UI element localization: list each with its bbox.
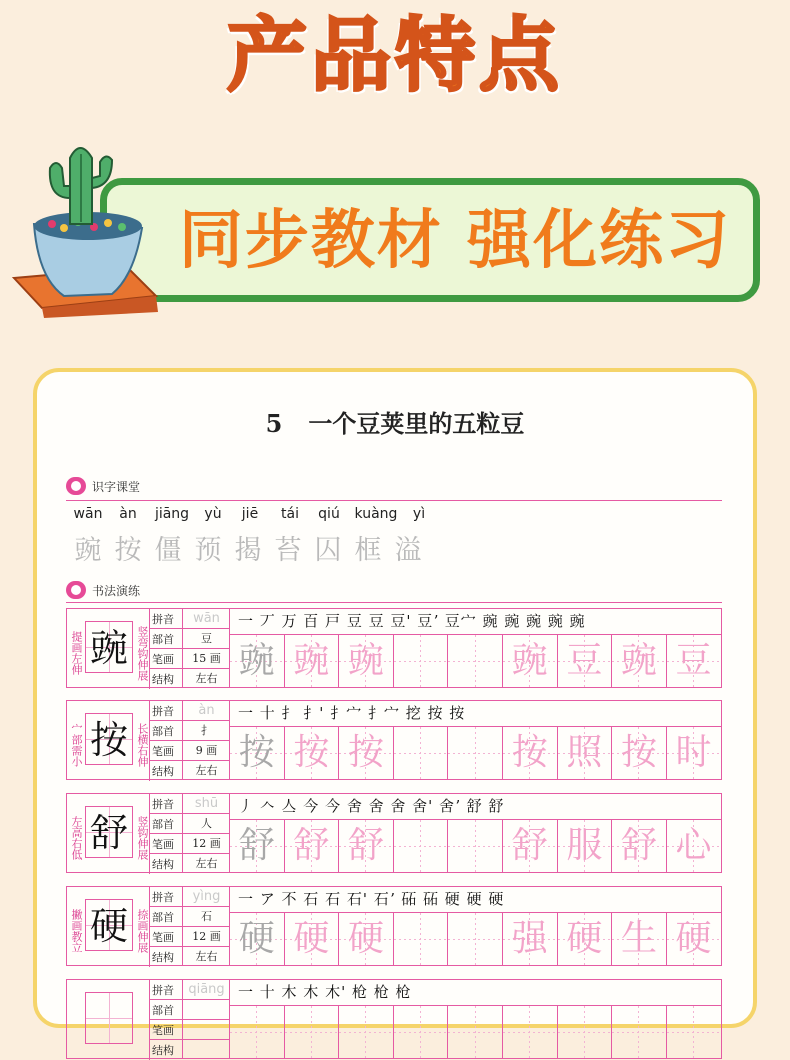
practice-cell[interactable]: 舒 bbox=[229, 820, 284, 872]
structure-label: 结构 bbox=[152, 764, 174, 778]
character-info bbox=[149, 794, 230, 874]
practice-cell[interactable] bbox=[393, 635, 448, 687]
character-info bbox=[149, 980, 230, 1060]
practice-cell[interactable] bbox=[447, 820, 502, 872]
structure-value: 左右 bbox=[182, 854, 230, 873]
practice-cell[interactable]: 豌 bbox=[338, 635, 393, 687]
left-writing-tip: 左高右低 bbox=[70, 816, 83, 860]
stroke-count-label: 笔画 bbox=[152, 1023, 174, 1037]
character-info bbox=[149, 701, 230, 781]
practice-cell[interactable] bbox=[447, 1006, 502, 1058]
structure-value bbox=[182, 1040, 230, 1059]
practice-cell[interactable] bbox=[502, 1006, 557, 1058]
pinyin-label: 拼音 bbox=[152, 890, 174, 904]
practice-cell[interactable]: 按 bbox=[611, 727, 666, 779]
practice-cell[interactable]: 时 bbox=[666, 727, 721, 779]
pinyin-label: 拼音 bbox=[152, 612, 174, 626]
practice-cell[interactable]: 服 bbox=[557, 820, 612, 872]
right-writing-tip: 捺画伸展 bbox=[136, 909, 149, 953]
pinyin-label: 拼音 bbox=[152, 983, 174, 997]
page-headline: 产品特点 bbox=[227, 9, 563, 102]
structure-label: 结构 bbox=[152, 950, 174, 964]
stroke-order: 一 十 扌 扌' 扌宀 扌宀 挖 按 按 bbox=[229, 701, 721, 727]
radical-label: 部首 bbox=[152, 724, 174, 738]
practice-cell[interactable]: 照 bbox=[557, 727, 612, 779]
practice-entry bbox=[66, 793, 722, 873]
practice-cell[interactable]: 豆 bbox=[666, 635, 721, 687]
pinyin-label: 拼音 bbox=[152, 704, 174, 718]
practice-cell[interactable] bbox=[393, 913, 448, 965]
practice-entry bbox=[66, 700, 722, 780]
structure-value: 左右 bbox=[182, 761, 230, 780]
left-writing-tip: 撇画教立 bbox=[70, 909, 83, 953]
practice-cell[interactable]: 按 bbox=[502, 727, 557, 779]
radical-value: 石 bbox=[182, 907, 230, 926]
right-writing-tip bbox=[133, 980, 149, 1060]
practice-cell[interactable]: 舒 bbox=[338, 820, 393, 872]
practice-cell[interactable]: 硬 bbox=[557, 913, 612, 965]
lesson-number: 5 bbox=[265, 409, 283, 438]
practice-cell[interactable]: 生 bbox=[611, 913, 666, 965]
pinyin-value: àn bbox=[182, 701, 230, 720]
lesson-title bbox=[0, 404, 790, 439]
pinyin-item: kuàng bbox=[354, 506, 398, 522]
practice-grid bbox=[229, 1006, 721, 1058]
feature-banner-text: 同步教材 强化练习 bbox=[178, 204, 732, 278]
practice-cell[interactable] bbox=[393, 1006, 448, 1058]
cactus-pot-illustration bbox=[8, 128, 168, 318]
character-info bbox=[149, 609, 230, 689]
practice-entry bbox=[66, 979, 722, 1059]
section-divider bbox=[66, 602, 722, 603]
lesson-name: 一个豆荚里的五粒豆 bbox=[308, 409, 525, 438]
practice-cell[interactable]: 舒 bbox=[284, 820, 339, 872]
structure-value: 左右 bbox=[182, 947, 230, 966]
stroke-count-label: 笔画 bbox=[152, 930, 174, 944]
left-writing-tip: 提画左伸 bbox=[70, 631, 83, 675]
radical-value: 豆 bbox=[182, 629, 230, 648]
character-info bbox=[149, 887, 230, 967]
practice-cell[interactable]: 豆 bbox=[557, 635, 612, 687]
left-writing-tip bbox=[67, 980, 83, 1060]
practice-grid bbox=[229, 820, 721, 872]
practice-cell[interactable]: 按 bbox=[284, 727, 339, 779]
stroke-count-value: 12 画 bbox=[182, 834, 230, 853]
left-writing-tip: 宀部需小 bbox=[70, 723, 83, 767]
right-writing-tip: 长横右伸 bbox=[136, 723, 149, 767]
practice-cell[interactable] bbox=[611, 1006, 666, 1058]
stroke-count-value: 15 画 bbox=[182, 649, 230, 668]
practice-grid bbox=[229, 635, 721, 687]
model-character bbox=[85, 992, 133, 1044]
model-character: 按 bbox=[85, 713, 133, 765]
practice-cell[interactable] bbox=[229, 1006, 284, 1058]
practice-cell[interactable]: 强 bbox=[502, 913, 557, 965]
pinyin-item: jiāng bbox=[154, 506, 190, 522]
practice-cell[interactable]: 豌 bbox=[611, 635, 666, 687]
structure-label: 结构 bbox=[152, 672, 174, 686]
radical-value: 扌 bbox=[182, 721, 230, 740]
radical-label: 部首 bbox=[152, 632, 174, 646]
vocab-char: 僵 bbox=[154, 535, 182, 566]
vocab-char: 按 bbox=[114, 535, 142, 566]
practice-cell[interactable]: 豌 bbox=[502, 635, 557, 687]
practice-cell[interactable] bbox=[393, 727, 448, 779]
practice-entry bbox=[66, 886, 722, 966]
practice-entry bbox=[66, 608, 722, 688]
stroke-order: 一 ア 不 石 石 石' 石ʼ 砳 砳 硬 硬 硬 bbox=[229, 887, 721, 913]
model-character: 豌 bbox=[85, 621, 133, 673]
pinyin-item: wān bbox=[73, 506, 103, 522]
flower-icon bbox=[66, 477, 86, 495]
practice-cell[interactable]: 舒 bbox=[502, 820, 557, 872]
practice-cell[interactable] bbox=[338, 1006, 393, 1058]
pinyin-value: shū bbox=[182, 794, 230, 813]
practice-grid bbox=[229, 727, 721, 779]
vocab-char: 揭 bbox=[234, 535, 262, 566]
practice-cell[interactable]: 舒 bbox=[611, 820, 666, 872]
radical-label: 部首 bbox=[152, 817, 174, 831]
pinyin-item: àn bbox=[119, 506, 137, 522]
section-recognize-label: 识字课堂 bbox=[92, 479, 141, 494]
vocab-char: 豌 bbox=[74, 535, 102, 566]
practice-cell[interactable] bbox=[447, 727, 502, 779]
practice-cell[interactable]: 心 bbox=[666, 820, 721, 872]
pinyin-value: qiāng bbox=[182, 980, 230, 999]
pinyin-item: jiē bbox=[241, 506, 259, 522]
radical-label: 部首 bbox=[152, 1003, 174, 1017]
pinyin-item: qiú bbox=[318, 506, 340, 522]
model-character: 硬 bbox=[85, 899, 133, 951]
stroke-count-label: 笔画 bbox=[152, 837, 174, 851]
practice-cell[interactable] bbox=[557, 1006, 612, 1058]
vocab-char: 预 bbox=[194, 535, 222, 566]
vocab-char: 框 bbox=[354, 535, 382, 566]
practice-cell[interactable]: 豌 bbox=[229, 635, 284, 687]
stroke-count-label: 笔画 bbox=[152, 652, 174, 666]
right-writing-tip: 竖弯钩伸展 bbox=[136, 625, 149, 681]
practice-cell[interactable]: 豌 bbox=[284, 635, 339, 687]
stroke-order: 丿 𠆢 亼 今 今 舍 舍 舍 舍' 舍ʼ 舒 舒 bbox=[229, 794, 721, 820]
pinyin-value: yìng bbox=[182, 887, 230, 906]
pinyin-label: 拼音 bbox=[152, 797, 174, 811]
practice-cell[interactable]: 按 bbox=[229, 727, 284, 779]
pinyin-value: wān bbox=[182, 609, 230, 628]
practice-cell[interactable]: 按 bbox=[338, 727, 393, 779]
section-calligraphy bbox=[66, 578, 140, 602]
practice-cell[interactable] bbox=[447, 635, 502, 687]
section-divider bbox=[66, 500, 722, 501]
pinyin-item: yì bbox=[412, 506, 426, 522]
vocab-char: 囚 bbox=[314, 535, 342, 566]
stroke-order: 一 丆 万 百 戸 豆 豆 豆' 豆ʼ 豆宀 豌 豌 豌 豌 豌 bbox=[229, 609, 721, 635]
section-recognize bbox=[66, 474, 140, 498]
character-row bbox=[68, 528, 448, 564]
practice-cell[interactable] bbox=[666, 1006, 721, 1058]
structure-label: 结构 bbox=[152, 1043, 174, 1057]
practice-cell[interactable]: 硬 bbox=[338, 913, 393, 965]
pinyin-item: tái bbox=[281, 506, 299, 522]
structure-value: 左右 bbox=[182, 669, 230, 688]
section-calligraphy-label: 书法演练 bbox=[92, 583, 141, 598]
practice-cell[interactable] bbox=[284, 1006, 339, 1058]
vocab-char: 苔 bbox=[274, 535, 302, 566]
right-writing-tip: 竖钩伸展 bbox=[136, 816, 149, 860]
pinyin-row bbox=[68, 506, 448, 526]
vocab-char: 溢 bbox=[394, 535, 422, 566]
stroke-count-value: 12 画 bbox=[182, 927, 230, 946]
practice-cell[interactable] bbox=[447, 913, 502, 965]
practice-cell[interactable]: 硬 bbox=[284, 913, 339, 965]
radical-value: 人 bbox=[182, 814, 230, 833]
stroke-count-value bbox=[182, 1020, 230, 1039]
practice-grid bbox=[229, 913, 721, 965]
flower-icon bbox=[66, 581, 86, 599]
stroke-count-value: 9 画 bbox=[182, 741, 230, 760]
stroke-order: 一 十 木 木 木' 枪 枪 枪 bbox=[229, 980, 721, 1006]
structure-label: 结构 bbox=[152, 857, 174, 871]
stroke-count-label: 笔画 bbox=[152, 744, 174, 758]
practice-cell[interactable]: 硬 bbox=[229, 913, 284, 965]
pinyin-item: yù bbox=[204, 506, 222, 522]
practice-cell[interactable] bbox=[393, 820, 448, 872]
radical-value bbox=[182, 1000, 230, 1019]
practice-cell[interactable]: 硬 bbox=[666, 913, 721, 965]
radical-label: 部首 bbox=[152, 910, 174, 924]
model-character: 舒 bbox=[85, 806, 133, 858]
